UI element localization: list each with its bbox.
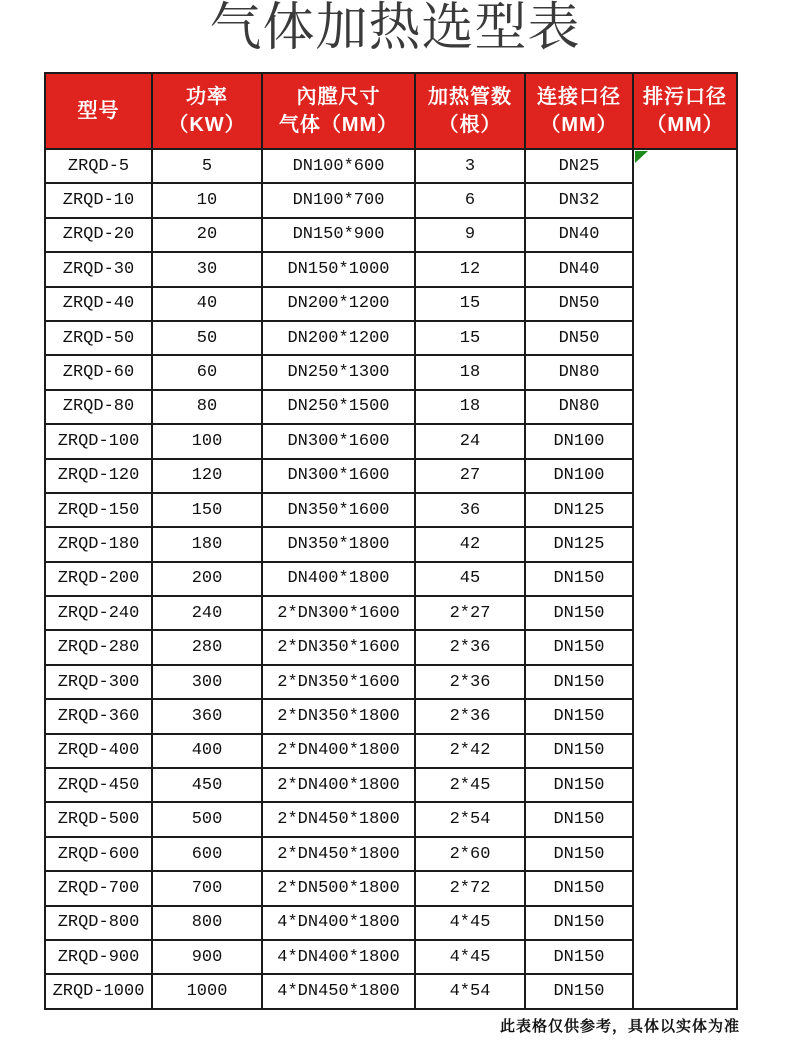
table-cell: DN32 — [525, 183, 633, 217]
excel-comment-triangle-icon — [635, 151, 648, 163]
table-cell: 3 — [415, 149, 525, 183]
table-cell: 24 — [415, 424, 525, 458]
table-cell: ZRQD-900 — [45, 940, 152, 974]
table-cell: 2*DN500*1800 — [262, 871, 415, 905]
table-cell: 36 — [415, 493, 525, 527]
table-cell: 280 — [152, 630, 262, 664]
table-cell: 5 — [152, 149, 262, 183]
table-cell: 100 — [152, 424, 262, 458]
header-cell-drain-diameter: 排污口径 （MM） — [633, 73, 737, 149]
table-cell: 2*36 — [415, 630, 525, 664]
table-cell: DN150 — [525, 940, 633, 974]
table-cell: 120 — [152, 459, 262, 493]
table-cell: 2*45 — [415, 768, 525, 802]
table-cell: DN300*1600 — [262, 424, 415, 458]
header-cell-power: 功率 （KW） — [152, 73, 262, 149]
header-cell-chamber-size: 內膛尺寸 气体（MM） — [262, 73, 415, 149]
table-cell: 12 — [415, 252, 525, 286]
table-cell: 200 — [152, 562, 262, 596]
table-cell: 40 — [152, 287, 262, 321]
table-cell: DN150 — [525, 630, 633, 664]
table-cell: DN50 — [525, 287, 633, 321]
table-cell: DN150*900 — [262, 218, 415, 252]
table-cell: 2*36 — [415, 699, 525, 733]
table-cell: 20 — [152, 218, 262, 252]
table-cell: DN125 — [525, 527, 633, 561]
table-cell: ZRQD-30 — [45, 252, 152, 286]
header-cell-connection-diameter: 连接口径 （MM） — [525, 73, 633, 149]
table-cell: DN150 — [525, 802, 633, 836]
table-cell: ZRQD-80 — [45, 390, 152, 424]
table-cell: ZRQD-700 — [45, 871, 152, 905]
table-cell: ZRQD-400 — [45, 734, 152, 768]
table-header — [45, 73, 737, 149]
table-cell: ZRQD-60 — [45, 355, 152, 389]
header-cell-model: 型号 — [45, 73, 152, 149]
table-cell: DN150 — [525, 562, 633, 596]
header-row — [45, 73, 737, 149]
table-body — [45, 149, 737, 1009]
table-cell: ZRQD-120 — [45, 459, 152, 493]
header-cell-tube-count: 加热管数 （根） — [415, 73, 525, 149]
table-cell: 15 — [415, 287, 525, 321]
table-cell: DN40 — [525, 218, 633, 252]
spec-table — [44, 72, 738, 1010]
table-cell: DN150 — [525, 665, 633, 699]
table-cell: DN150 — [525, 837, 633, 871]
table-cell: 10 — [152, 183, 262, 217]
table-cell: ZRQD-300 — [45, 665, 152, 699]
table-cell: DN100*700 — [262, 183, 415, 217]
table-cell: 1000 — [152, 974, 262, 1008]
table-cell: 4*DN450*1800 — [262, 974, 415, 1008]
table-cell: DN150 — [525, 974, 633, 1008]
table-cell: 30 — [152, 252, 262, 286]
table-cell: 2*DN350*1600 — [262, 665, 415, 699]
table-cell: ZRQD-450 — [45, 768, 152, 802]
table-cell: 2*36 — [415, 665, 525, 699]
table-cell: 2*60 — [415, 837, 525, 871]
table-cell: DN150 — [525, 768, 633, 802]
table-cell: 2*54 — [415, 802, 525, 836]
table-cell: ZRQD-600 — [45, 837, 152, 871]
table-cell: DN125 — [525, 493, 633, 527]
table-cell: 80 — [152, 390, 262, 424]
table-cell: 500 — [152, 802, 262, 836]
table-cell: 6 — [415, 183, 525, 217]
table-cell: 180 — [152, 527, 262, 561]
table-cell: 700 — [152, 871, 262, 905]
table-cell: 2*DN300*1600 — [262, 596, 415, 630]
table-cell: ZRQD-20 — [45, 218, 152, 252]
table-cell: 15 — [415, 321, 525, 355]
table-cell: DN40 — [525, 252, 633, 286]
table-cell: 2*DN350*1800 — [262, 699, 415, 733]
table-cell: DN400*1800 — [262, 562, 415, 596]
table-cell: 2*DN450*1800 — [262, 837, 415, 871]
table-cell: DN80 — [525, 390, 633, 424]
table-cell: DN250*1500 — [262, 390, 415, 424]
table-cell: 900 — [152, 940, 262, 974]
table-cell: ZRQD-800 — [45, 906, 152, 940]
table-cell: DN80 — [525, 355, 633, 389]
table-cell: 2*DN450*1800 — [262, 802, 415, 836]
table-cell: 360 — [152, 699, 262, 733]
table-cell: DN100*600 — [262, 149, 415, 183]
table-cell: 60 — [152, 355, 262, 389]
table-cell: DN25 — [525, 149, 633, 183]
table-cell: 800 — [152, 906, 262, 940]
table-cell: DN150 — [525, 699, 633, 733]
table-cell: ZRQD-180 — [45, 527, 152, 561]
table-cell: 4*DN400*1800 — [262, 906, 415, 940]
table-cell: 450 — [152, 768, 262, 802]
table-cell: DN150 — [525, 871, 633, 905]
table-cell: ZRQD-1000 — [45, 974, 152, 1008]
table-cell: 150 — [152, 493, 262, 527]
table-cell: ZRQD-500 — [45, 802, 152, 836]
table-cell: DN150 — [525, 596, 633, 630]
footer-note: 此表格仅供参考，具体以实体为准 — [499, 1018, 740, 1035]
table-cell: ZRQD-100 — [45, 424, 152, 458]
table-cell: ZRQD-150 — [45, 493, 152, 527]
table-cell: ZRQD-50 — [45, 321, 152, 355]
table-cell: 400 — [152, 734, 262, 768]
table-cell: 18 — [415, 390, 525, 424]
drain-column-empty-cell — [633, 149, 737, 1009]
table-cell: DN300*1600 — [262, 459, 415, 493]
table-cell: 2*42 — [415, 734, 525, 768]
table-cell: 300 — [152, 665, 262, 699]
table-cell: 240 — [152, 596, 262, 630]
table-cell: ZRQD-360 — [45, 699, 152, 733]
table-cell: DN150 — [525, 906, 633, 940]
table-cell: 27 — [415, 459, 525, 493]
table-cell: DN200*1200 — [262, 321, 415, 355]
table-cell: 4*45 — [415, 940, 525, 974]
table-cell: DN350*1800 — [262, 527, 415, 561]
table-cell: 50 — [152, 321, 262, 355]
table-cell: 2*27 — [415, 596, 525, 630]
table-cell: 9 — [415, 218, 525, 252]
table-cell: ZRQD-240 — [45, 596, 152, 630]
table-row — [45, 149, 737, 183]
table-cell: ZRQD-200 — [45, 562, 152, 596]
table-cell: DN200*1200 — [262, 287, 415, 321]
table-cell: 45 — [415, 562, 525, 596]
table-cell: DN100 — [525, 459, 633, 493]
table-cell: ZRQD-5 — [45, 149, 152, 183]
table-cell: DN150 — [525, 734, 633, 768]
table-cell: 42 — [415, 527, 525, 561]
table-cell: DN100 — [525, 424, 633, 458]
table-cell: 2*72 — [415, 871, 525, 905]
table-cell: ZRQD-280 — [45, 630, 152, 664]
table-cell: DN50 — [525, 321, 633, 355]
table-cell: 2*DN400*1800 — [262, 768, 415, 802]
table-cell: DN350*1600 — [262, 493, 415, 527]
table-cell: 4*54 — [415, 974, 525, 1008]
table-cell: 4*DN400*1800 — [262, 940, 415, 974]
table-cell: 4*45 — [415, 906, 525, 940]
table-cell: 2*DN350*1600 — [262, 630, 415, 664]
table-cell: 2*DN400*1800 — [262, 734, 415, 768]
page-title: 气体加热选型表 — [209, 0, 581, 57]
table-cell: DN150*1000 — [262, 252, 415, 286]
table-cell: DN250*1300 — [262, 355, 415, 389]
table-cell: ZRQD-10 — [45, 183, 152, 217]
table-cell: ZRQD-40 — [45, 287, 152, 321]
table-cell: 18 — [415, 355, 525, 389]
table-cell: 600 — [152, 837, 262, 871]
